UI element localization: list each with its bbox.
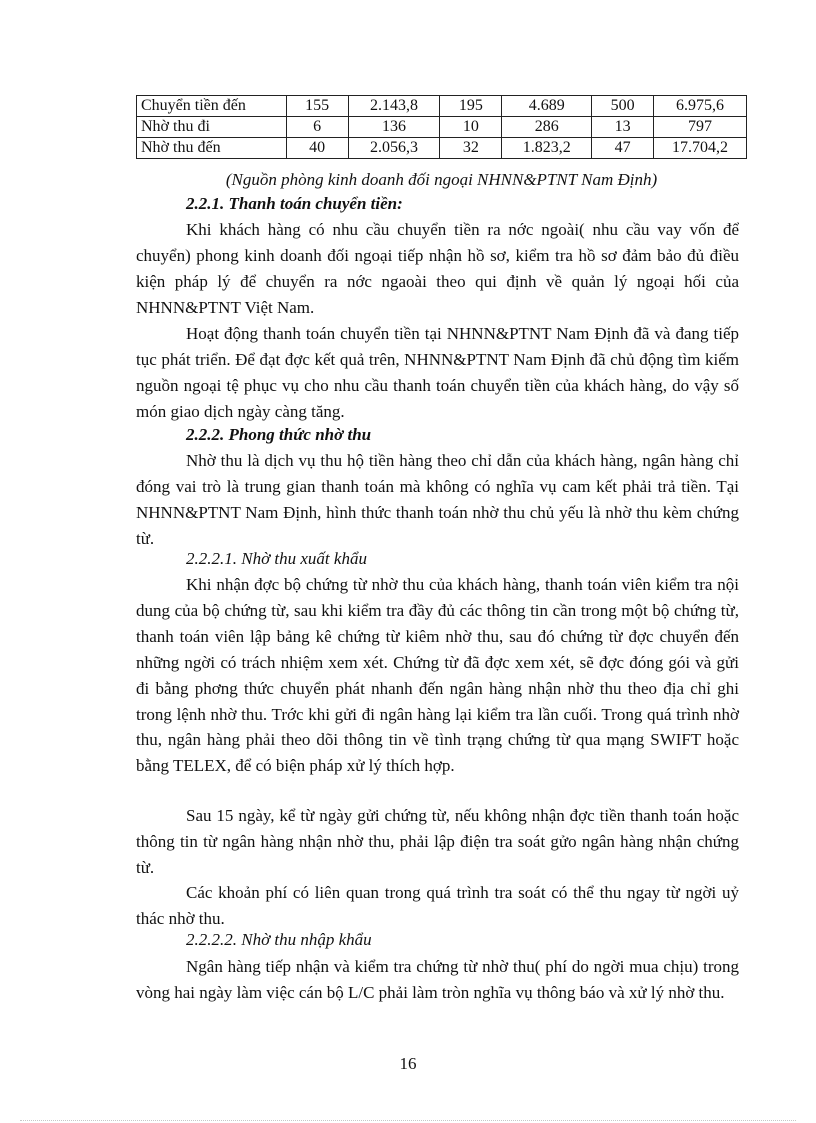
table-cell: 195 bbox=[440, 96, 502, 117]
table-cell: 4.689 bbox=[502, 96, 592, 117]
paragraph: Khi nhận đợc bộ chứng từ nhờ thu của khách hàng, thanh toán viên kiểm tra nội dung của bộ chứng từ, sau khi kiểm tra đầy đủ các thông tin cần trong một bộ chứng từ, thanh toán viên lập bảng kê chứng từ kiêm nhờ thu, sau đó chứng từ đợc chuyển đến những ngời có trách nhiệm xem xét. Chứng từ đã đợc xem xét, sẽ đợc đóng gói và gửi đi bằng phơng thức chuyển phát nhanh đến ngân hàng nhận nhờ thu theo địa chỉ ghi trong lệnh nhờ thu. Trớc khi gửi đi ngân hàng lại kiểm tra lần cuối. Trong quá trình nhờ thu, ngân hàng phải theo dõi thông tin về tình trạng chứng từ qua mạng SWIFT hoặc bằng TELEX, để có biện pháp xử lý thích hợp. bbox=[136, 575, 739, 776]
table-cell: 13 bbox=[592, 117, 654, 138]
table-cell: 797 bbox=[654, 117, 747, 138]
table-cell: 1.823,2 bbox=[502, 138, 592, 159]
section-heading-2-2-2: 2.2.2. Phong thức nhờ thu bbox=[186, 425, 372, 444]
table-cell: 286 bbox=[502, 117, 592, 138]
page-divider bbox=[20, 1120, 796, 1121]
source-note: (Nguồn phòng kinh doanh đối ngoại NHNN&PTNT Nam Định) bbox=[225, 170, 658, 189]
paragraph: Khi khách hàng có nhu cầu chuyển tiền ra nớc ngoài( nhu cầu vay vốn để chuyển) phong kinh doanh đối ngoại tiếp nhận hồ sơ, kiểm tra hồ sơ đảm bảo đủ điều kiện pháp lý để chuyển ra nớc ngaoài theo qui định về quản lý ngoại hối của NHNN&PTNT Việt Nam. bbox=[136, 220, 739, 317]
table-row bbox=[137, 138, 747, 159]
table-cell: 40 bbox=[286, 138, 348, 159]
table-cell: 47 bbox=[592, 138, 654, 159]
table-cell: 17.704,2 bbox=[654, 138, 747, 159]
paragraph: Hoạt động thanh toán chuyển tiền tại NHNN&PTNT Nam Định đã và đang tiếp tục phát triển. Để đạt đợc kết quả trên, NHNN&PTNT Nam Định đã chủ động tìm kiếm nguồn ngoại tệ phục vụ cho nhu cầu thanh toán chuyển tiền của khách hàng, do vậy số món giao dịch ngày càng tăng. bbox=[136, 324, 739, 421]
section-heading-2-2-2-1: 2.2.2.1. Nhờ thu xuất khẩu bbox=[186, 549, 367, 568]
table-cell: 10 bbox=[440, 117, 502, 138]
table-cell: 2.056,3 bbox=[348, 138, 440, 159]
table-row bbox=[137, 117, 747, 138]
table-cell: 32 bbox=[440, 138, 502, 159]
table-cell: 6.975,6 bbox=[654, 96, 747, 117]
page-number: 16 bbox=[399, 1054, 417, 1073]
table-cell: 136 bbox=[348, 117, 440, 138]
paragraph: Ngân hàng tiếp nhận và kiểm tra chứng từ nhờ thu( phí do ngời mua chịu) trong vòng hai ngày làm việc cán bộ L/C phải làm tròn nghĩa vụ thông báo và xử lý nhờ thu. bbox=[136, 957, 739, 1002]
table-cell: 6 bbox=[286, 117, 348, 138]
table-cell: Nhờ thu đi bbox=[137, 117, 287, 138]
table-row bbox=[137, 96, 747, 117]
table-cell: 500 bbox=[592, 96, 654, 117]
paragraph: Nhờ thu là dịch vụ thu hộ tiền hàng theo chỉ dẫn của khách hàng, ngân hàng chỉ đóng vai trò là trung gian thanh toán mà không có nghĩa vụ cam kết phải trả tiền. Tại NHNN&PTNT Nam Định, hình thức thanh toán nhờ thu chủ yếu là nhờ thu kèm chứng từ. bbox=[136, 451, 739, 548]
paragraph: Các khoản phí có liên quan trong quá trình tra soát có thể thu ngay từ ngời uỷ thác nhờ thu. bbox=[136, 883, 739, 928]
table-cell: 155 bbox=[286, 96, 348, 117]
section-heading-2-2-2-2: 2.2.2.2. Nhờ thu nhập khẩu bbox=[186, 930, 372, 949]
paragraph: Sau 15 ngày, kể từ ngày gửi chứng từ, nếu không nhận đợc tiền thanh toán hoặc thông tin từ ngân hàng nhận nhờ thu, phải lập điện tra soát gửo ngân hàng nhận chứng từ. bbox=[136, 806, 739, 877]
statistics-table bbox=[136, 95, 747, 159]
table-cell: Chuyển tiền đến bbox=[137, 96, 287, 117]
table-cell: 2.143,8 bbox=[348, 96, 440, 117]
table-cell: Nhờ thu đến bbox=[137, 138, 287, 159]
section-heading-2-2-1: 2.2.1. Thanh toán chuyển tiền: bbox=[186, 194, 403, 213]
